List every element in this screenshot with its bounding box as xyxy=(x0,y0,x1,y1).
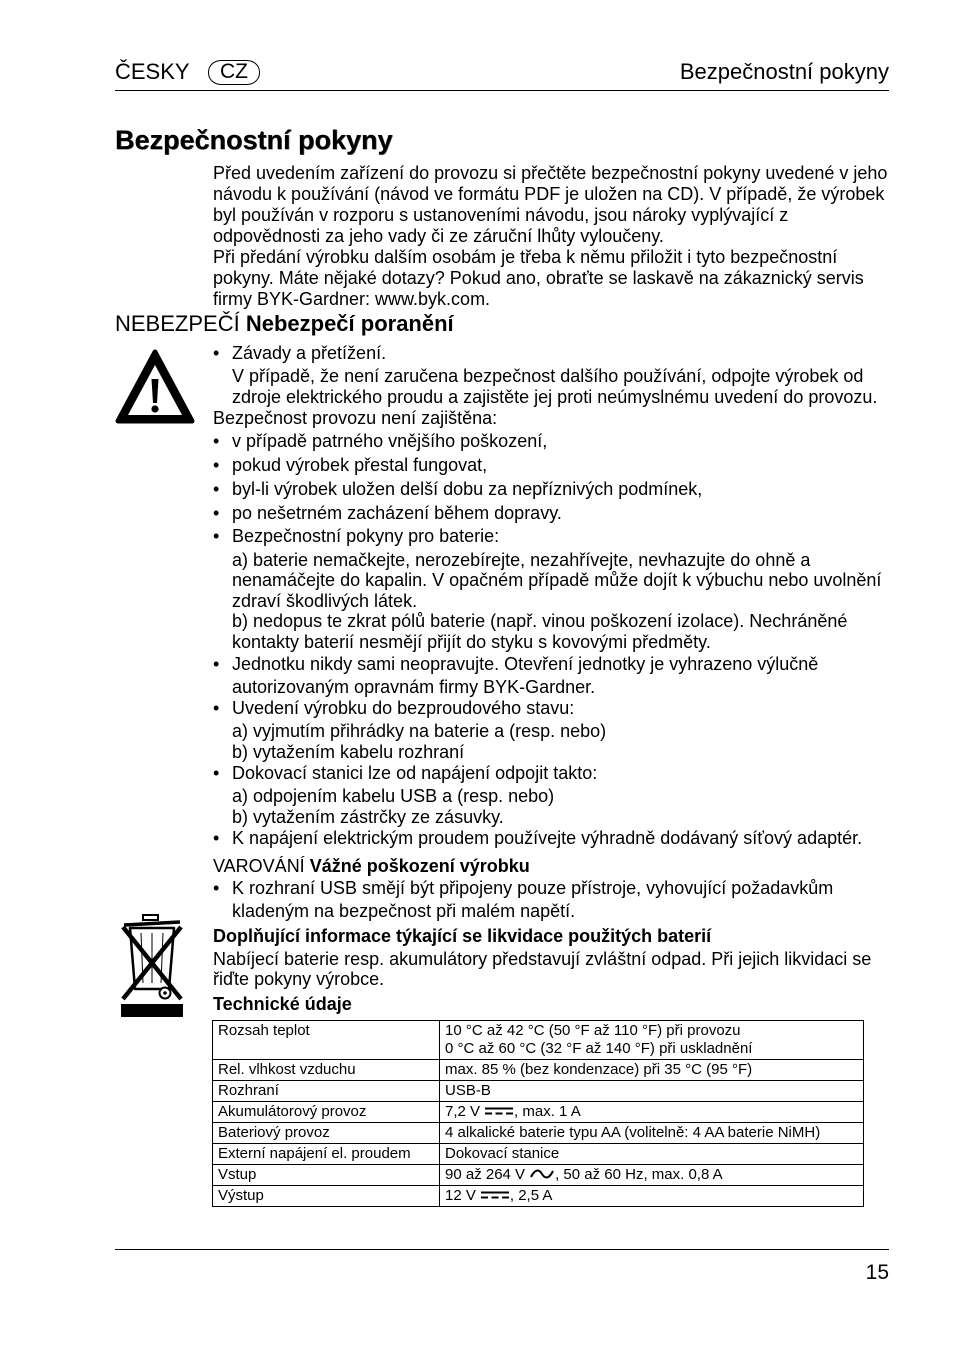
spec-value: max. 85 % (bez kondenzace) při 35 °C (95 °F) xyxy=(440,1060,864,1081)
list-item: • byl-li výrobek uložen delší dobu za nepříznivých podmínek, xyxy=(213,479,881,500)
warning-heading-text: Vážné poškození výrobku xyxy=(309,855,530,876)
page-title: Bezpečnostní pokyny xyxy=(115,125,393,155)
list-item: • v případě patrného vnějšího poškození, xyxy=(213,431,881,452)
list-item: • Bezpečnostní pokyny pro baterie: xyxy=(213,526,881,547)
dc-symbol-icon xyxy=(481,1191,509,1200)
spec-value xyxy=(440,1186,864,1207)
battery-disposal-text xyxy=(213,949,871,990)
spec-value: USB-B xyxy=(440,1081,864,1102)
list-item-text: a) odpojením kabelu USB a (resp. nebo) xyxy=(232,785,555,806)
spec-label: Bateriový provoz xyxy=(213,1123,440,1144)
spec-label: Akumulátorový provoz xyxy=(213,1102,440,1123)
text-line: pokyny. Máte nějaké dotazy? Pokud ano, obraťte se laskavě na zákaznický servis xyxy=(213,267,864,288)
spec-label: Výstup xyxy=(213,1186,440,1207)
table-row xyxy=(213,1144,864,1165)
crossed-out-wheelie-bin-icon xyxy=(119,913,185,1019)
footer-divider xyxy=(115,1249,889,1250)
table-row xyxy=(213,1102,864,1123)
list-item: • po nešetrném zacházení během dopravy. xyxy=(213,503,881,524)
list-item-text: nenamáčejte do kapalin. V opačném případě může dojít k výbuchu nebo uvolnění xyxy=(232,570,882,590)
list-item-text: zdraví škodlivých látek. xyxy=(232,590,418,611)
warning-signal-word: VAROVÁNÍ xyxy=(213,855,305,876)
spec-value-line: 10 °C až 42 °C (50 °F až 110 °F) při provozu xyxy=(445,1022,741,1039)
spec-label: Vstup xyxy=(213,1165,440,1186)
header-divider xyxy=(115,90,889,91)
battery-disposal-heading: Doplňující informace týkající se likvidace použitých baterií xyxy=(213,925,712,946)
list-item-text: V případě, že není zaručena bezpečnost dalšího používání, odpojte výrobek od xyxy=(232,365,864,386)
list-item-text: b) nedopus te zkrat pólů baterie (např. vinou poškození izolace). Nechráněné xyxy=(232,611,848,631)
table-row xyxy=(213,1186,864,1207)
spec-value xyxy=(440,1165,864,1186)
list-item: • Dokovací stanici lze od napájení odpojit takto: xyxy=(213,763,881,784)
technical-data-heading: Technické údaje xyxy=(213,993,352,1014)
text-line: návodu k používání (návod ve formátu PDF je uložen na CD). V případě, že výrobek xyxy=(213,183,885,204)
text-line: byl používán v rozporu s ustanoveními návodu, jsou nároky vyplývající z xyxy=(213,204,789,225)
table-row xyxy=(213,1165,864,1186)
technical-data-table xyxy=(212,1020,864,1207)
dc-symbol-icon xyxy=(485,1107,513,1116)
header-language: ČESKY xyxy=(115,59,190,84)
spec-value-part: 12 V xyxy=(445,1187,476,1204)
list-item-text: a) baterie nemačkejte, nerozebírejte, nezahřívejte, nevhazujte do ohně a xyxy=(232,549,811,570)
spec-value: Dokovací stanice xyxy=(440,1144,864,1165)
country-code-badge: CZ xyxy=(208,60,260,85)
text-line: firmy BYK-Gardner: www.byk.com. xyxy=(213,288,491,309)
spec-value-part: , 50 až 60 Hz, max. 0,8 A xyxy=(555,1166,723,1183)
danger-signal-word: NEBEZPEČÍ xyxy=(115,311,240,336)
danger-heading-text: Nebezpečí poranění xyxy=(245,311,454,336)
spec-value-part: 7,2 V xyxy=(445,1103,481,1120)
text-line: řiďte pokyny výrobce. xyxy=(213,969,385,989)
unsafe-operation-intro: Bezpečnost provozu není zajištěna: xyxy=(213,407,498,428)
battery-instructions xyxy=(213,550,881,653)
ac-symbol-icon xyxy=(530,1168,554,1180)
list-item: • pokud výrobek přestal fungovat, xyxy=(213,455,881,476)
list-item-text: a) vyjmutím přihrádky na baterie a (resp. nebo) xyxy=(232,720,607,741)
warning-triangle-icon xyxy=(115,348,195,425)
spec-value-line: 0 °C až 60 °C (32 °F až 140 °F) při uskladnění xyxy=(445,1040,753,1057)
spec-label: Rozhraní xyxy=(213,1081,440,1102)
spec-label: Rel. vlhkost vzduchu xyxy=(213,1060,440,1081)
page-number: 15 xyxy=(865,1261,889,1284)
spec-value xyxy=(440,1102,864,1123)
intro-paragraph xyxy=(213,163,887,310)
list-item-text: b) vytažením kabelu rozhraní xyxy=(232,741,465,762)
list-item-text: zdroje elektrického proudu a zajistěte jej proti neúmyslnému uvedení do provozu. xyxy=(232,386,878,407)
table-row xyxy=(213,1060,864,1081)
battery-disposal-section xyxy=(213,926,871,990)
warning-heading xyxy=(213,856,833,877)
spec-value-part: 90 až 264 V xyxy=(445,1166,526,1183)
text-line: odpovědnosti za jeho vady či ze záruční lhůty vyloučeny. xyxy=(213,225,664,246)
spec-value-part: , max. 1 A xyxy=(514,1103,581,1120)
list-item: • Jednotku nikdy sami neopravujte. Otevření jednotky je vyhrazeno výlučně xyxy=(213,654,881,675)
table-row xyxy=(213,1123,864,1144)
list-item-text: autorizovaným opravnám firmy BYK-Gardner. xyxy=(232,676,596,697)
spec-label: Rozsah teplot xyxy=(213,1021,440,1060)
spec-value: 4 alkalické baterie typu AA (volitelně: 4 AA baterie NiMH) xyxy=(440,1123,864,1144)
list-item: • Závady a přetížení. xyxy=(213,343,881,364)
list-item: • K rozhraní USB smějí být připojeny pouze přístroje, vyhovující požadavkům xyxy=(213,878,833,899)
list-item: • K napájení elektrickým proudem používejte výhradně dodávaný síťový adaptér. xyxy=(213,828,881,849)
list-item-text: b) vytažením zástrčky ze zásuvky. xyxy=(232,806,504,827)
list-item: • Uvedení výrobku do bezproudového stavu: xyxy=(213,698,881,719)
spec-value-part: , 2,5 A xyxy=(509,1187,553,1204)
spec-label: Externí napájení el. proudem xyxy=(213,1144,440,1165)
list-item-text: kontakty baterií nesmějí přijít do styku s kovovými předměty. xyxy=(232,631,711,652)
table-row xyxy=(213,1081,864,1102)
table-row xyxy=(213,1021,864,1060)
danger-heading xyxy=(115,311,454,337)
spec-value xyxy=(440,1021,864,1060)
text-line: Nabíjecí baterie resp. akumulátory představují zvláštní odpad. Při jejich likvidaci se xyxy=(213,948,872,969)
header-section-title: Bezpečnostní pokyny xyxy=(679,59,889,84)
danger-instructions xyxy=(213,343,881,849)
text-line: Při předání výrobku dalším osobám je třeba k němu přiložit i tyto bezpečnostní xyxy=(213,246,838,267)
warning-section xyxy=(213,856,833,922)
text-line: Před uvedením zařízení do provozu si přečtěte bezpečnostní pokyny uvedené v jeho xyxy=(213,162,888,183)
list-item-text: kladeným na bezpečnost při malém napětí. xyxy=(232,900,576,921)
